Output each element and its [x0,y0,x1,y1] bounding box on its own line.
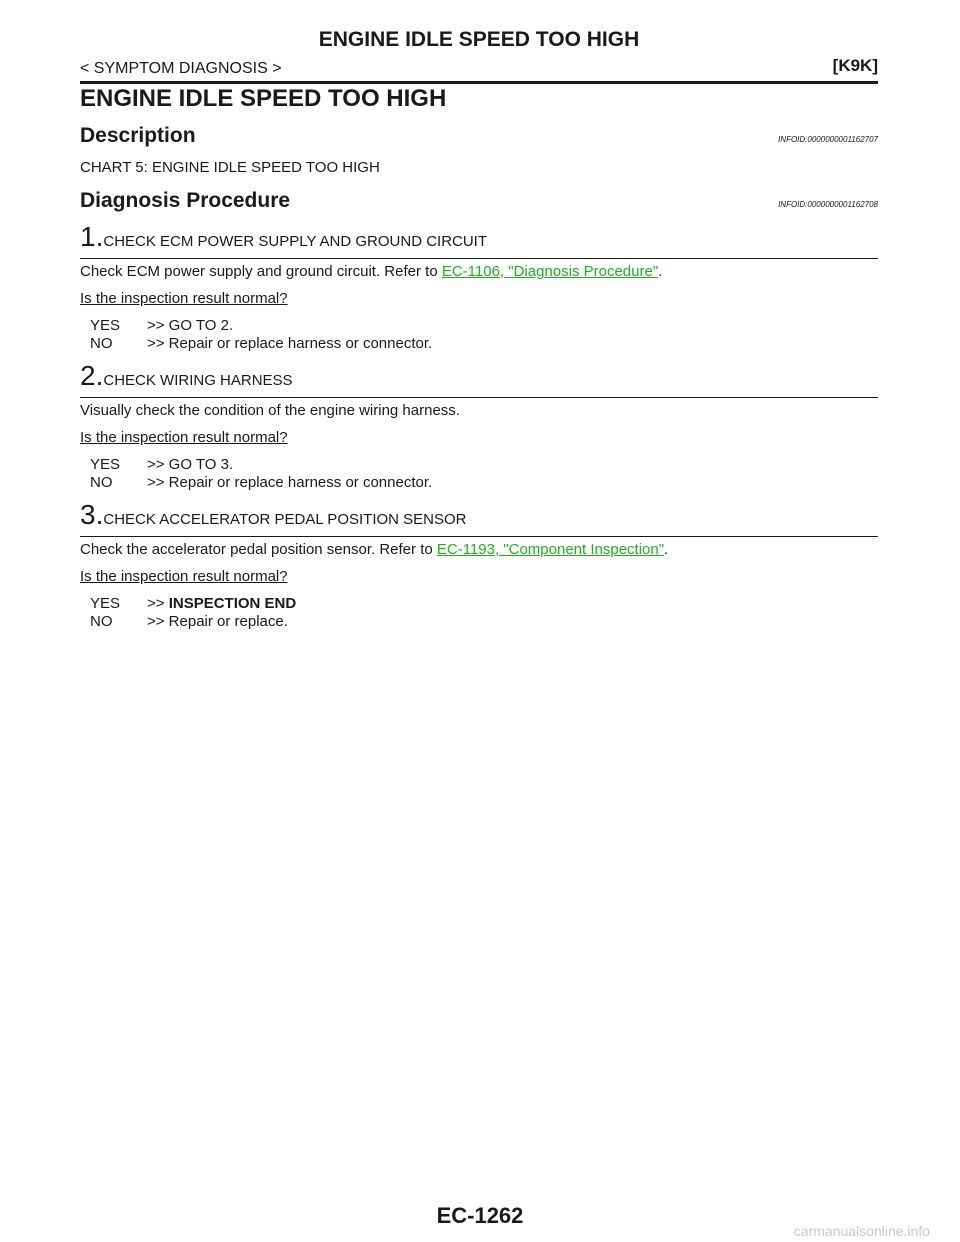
answer-no-action: >> Repair or replace. [147,613,288,630]
step-heading [80,221,878,259]
answer-yes-label: YES [90,595,121,612]
step-title: CHECK ACCELERATOR PEDAL POSITION SENSOR [103,511,467,528]
reference-link-ec-1106[interactable]: EC-1106, "Diagnosis Procedure" [441,263,659,280]
step-instruction: Visually check the condition of the engine wiring harness. [80,402,460,419]
answer-list [80,595,878,631]
step-title: CHECK WIRING HARNESS [103,372,293,389]
answer-list [80,456,878,492]
page-content [80,84,878,631]
step-title: CHECK ECM POWER SUPPLY AND GROUND CIRCUIT [103,233,488,250]
step-instruction-end: . [664,541,669,558]
step-instruction-text: Check ECM power supply and ground circuit. Refer to [80,263,442,280]
step-number: 2. [80,360,104,391]
answer-yes-action [147,595,296,613]
diagnosis-title: Diagnosis Procedure [80,189,291,212]
answer-no-label: NO [90,335,113,352]
description-title: Description [80,124,196,147]
answer-no-label: NO [90,613,113,630]
description-section [80,123,878,177]
answer-yes [90,317,878,335]
diagnosis-step-2 [80,360,878,492]
answer-yes-label: YES [90,317,121,334]
step-heading [80,360,878,398]
page-title: ENGINE IDLE SPEED TOO HIGH [80,85,447,112]
description-heading-row [80,123,878,149]
answer-list [80,317,878,353]
step-instruction-text: Check the accelerator pedal position sensor. Refer to [80,541,437,558]
answer-yes-prefix: >> [147,595,169,612]
watermark: carmanualsonline.info [793,1223,930,1239]
answer-no-action: >> Repair or replace harness or connector. [147,335,433,352]
page-header [80,28,878,84]
answer-yes-label: YES [90,456,121,473]
step-number: 1. [80,221,104,252]
answer-yes-action: >> GO TO 2. [147,317,234,334]
answer-yes [90,456,878,474]
answer-no [90,474,878,492]
description-text: CHART 5: ENGINE IDLE SPEED TOO HIGH [80,159,380,176]
diagnosis-section [80,188,878,631]
diagnosis-step-3 [80,499,878,631]
inspection-question: Is the inspection result normal? [80,429,288,446]
step-instruction-end: . [658,263,663,280]
answer-yes-action: >> GO TO 3. [147,456,234,473]
header-section-breadcrumb: < SYMPTOM DIAGNOSIS > [80,60,282,77]
diagnosis-info-id: INFOID:0000000001162708 [778,200,878,209]
description-info-id: INFOID:0000000001162707 [778,135,878,144]
step-instruction [80,541,878,559]
answer-no [90,613,878,631]
step-number: 3. [80,499,104,530]
answer-yes [90,595,878,613]
diagnosis-step-1 [80,221,878,353]
page-number: EC-1262 [436,1203,524,1228]
inspection-question: Is the inspection result normal? [80,568,288,585]
reference-link-ec-1193[interactable]: EC-1193, "Component Inspection" [436,541,665,558]
answer-no-action: >> Repair or replace harness or connector. [147,474,433,491]
header-model-code: [K9K] [832,56,878,75]
header-title: ENGINE IDLE SPEED TOO HIGH [318,28,640,51]
step-heading [80,499,878,537]
step-instruction [80,263,878,281]
answer-yes-action-bold: INSPECTION END [168,595,297,612]
answer-no-label: NO [90,474,113,491]
diagnosis-heading-row [80,188,878,214]
inspection-question: Is the inspection result normal? [80,290,288,307]
answer-no [90,335,878,353]
